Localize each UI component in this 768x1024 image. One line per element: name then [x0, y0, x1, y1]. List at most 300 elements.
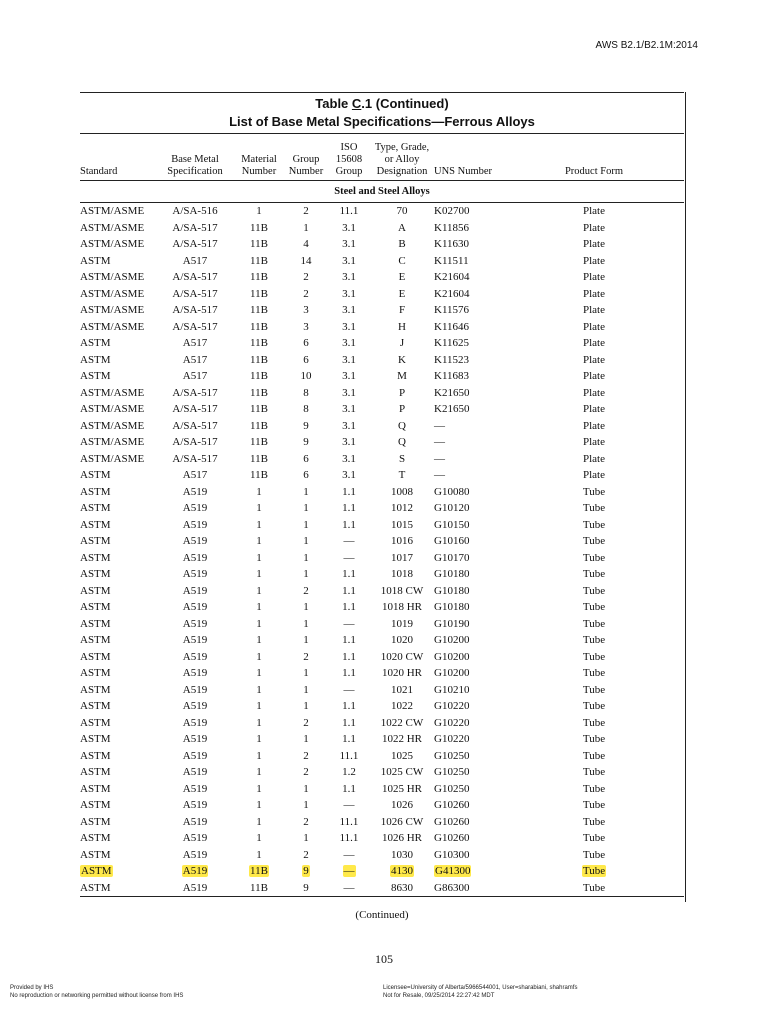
- cell-material-number: [234, 830, 284, 847]
- cell-material-number: [234, 451, 284, 468]
- cell-text: —: [434, 436, 445, 449]
- cell-text: 1025 HR: [381, 782, 423, 795]
- cell-standard: [80, 286, 156, 303]
- table-row: [80, 434, 684, 451]
- cell-spec: [156, 352, 234, 369]
- cell-text: 1: [303, 634, 309, 647]
- cell-text: 1: [256, 650, 262, 663]
- cell-text: 6: [303, 469, 309, 482]
- cell-spec: [156, 500, 234, 517]
- cell-text: G10180: [434, 584, 470, 597]
- cell-material-number: [234, 599, 284, 616]
- cell-text: Plate: [583, 436, 605, 449]
- cell-iso-group: [328, 451, 370, 468]
- cell-spec: [156, 434, 234, 451]
- cell-text: 9: [303, 419, 309, 432]
- cell-spec: [156, 797, 234, 814]
- cell-text: ASTM/ASME: [80, 271, 145, 284]
- cell-spec: [156, 385, 234, 402]
- cell-material-number: [234, 286, 284, 303]
- cell-standard: [80, 583, 156, 600]
- cell-text: 1.1: [342, 733, 356, 746]
- cell-text: 1018 HR: [381, 601, 423, 614]
- cell-designation: [370, 401, 434, 418]
- cell-text: A/SA-517: [172, 436, 218, 449]
- cell-text: Plate: [583, 353, 605, 366]
- cell-standard: [80, 698, 156, 715]
- cell-standard: [80, 682, 156, 699]
- cell-text: A519: [182, 518, 208, 531]
- cell-product-form: [504, 550, 684, 567]
- cell-text: Tube: [582, 584, 606, 597]
- cell-text: ASTM: [80, 337, 111, 350]
- cell-designation: [370, 484, 434, 501]
- cell-text: 2: [303, 749, 309, 762]
- cell-text: G10170: [434, 551, 470, 564]
- table-row: [80, 335, 684, 352]
- cell-text: 70: [396, 205, 408, 218]
- cell-text: 1: [303, 799, 309, 812]
- cell-product-form: [504, 599, 684, 616]
- cell-material-number: [234, 467, 284, 484]
- cell-text: —: [343, 551, 355, 564]
- cell-material-number: [234, 797, 284, 814]
- cell-spec: [156, 368, 234, 385]
- table-row: [80, 401, 684, 418]
- table-row: [80, 880, 684, 897]
- cell-designation: [370, 682, 434, 699]
- cell-text: G10250: [434, 766, 470, 779]
- cell-text: A: [398, 221, 406, 234]
- cell-text: G10210: [434, 683, 470, 696]
- cell-designation: [370, 533, 434, 550]
- cell-text: 1022: [391, 700, 413, 713]
- cell-spec: [156, 286, 234, 303]
- cell-designation: [370, 302, 434, 319]
- cell-uns-number: [434, 418, 504, 435]
- cell-text: 11B: [250, 353, 268, 366]
- cell-text: ASTM: [80, 568, 111, 581]
- cell-group-number: [284, 880, 328, 897]
- cell-iso-group: [328, 286, 370, 303]
- cell-text: 11.1: [339, 815, 359, 828]
- cell-text: 1.1: [342, 485, 356, 498]
- cell-iso-group: [328, 236, 370, 253]
- cell-text: G10250: [434, 749, 470, 762]
- cell-text: 14: [300, 254, 312, 267]
- cell-designation: [370, 715, 434, 732]
- cell-material-number: [234, 863, 284, 880]
- cell-designation: [370, 236, 434, 253]
- cell-iso-group: [328, 253, 370, 270]
- cell-text: ASTM: [80, 518, 111, 531]
- cell-uns-number: [434, 253, 504, 270]
- cell-text: ASTM: [80, 799, 111, 812]
- cell-iso-group: [328, 550, 370, 567]
- cell-text: 1: [303, 568, 309, 581]
- cell-text: A519: [182, 848, 208, 861]
- cell-spec: [156, 715, 234, 732]
- cell-uns-number: [434, 781, 504, 798]
- table-row: [80, 286, 684, 303]
- cell-designation: [370, 352, 434, 369]
- cell-text: K02700: [434, 205, 470, 218]
- cell-text: Plate: [583, 304, 605, 317]
- cell-standard: [80, 550, 156, 567]
- cell-text: 3.1: [342, 221, 356, 234]
- cell-text: Q: [398, 419, 406, 432]
- cell-text: 11B: [250, 304, 268, 317]
- cell-text: Tube: [582, 700, 606, 713]
- cell-text: A517: [182, 337, 208, 350]
- cell-text: K11646: [434, 320, 470, 333]
- cell-standard: [80, 385, 156, 402]
- cell-material-number: [234, 715, 284, 732]
- document-id: AWS B2.1/B2.1M:2014: [595, 40, 698, 51]
- cell-text: 1020: [391, 634, 413, 647]
- cell-uns-number: [434, 566, 504, 583]
- cell-group-number: [284, 467, 328, 484]
- table-row: [80, 764, 684, 781]
- cell-text: 1.1: [342, 782, 356, 795]
- cell-uns-number: [434, 335, 504, 352]
- cell-text: 11B: [250, 386, 268, 399]
- cell-text: 1.1: [342, 700, 356, 713]
- col-header-designation: Type, Grade, or Alloy Designation: [370, 138, 434, 181]
- cell-standard: [80, 533, 156, 550]
- table-row: [80, 550, 684, 567]
- table-row: [80, 352, 684, 369]
- cell-standard: [80, 434, 156, 451]
- table-title: [80, 96, 684, 111]
- cell-product-form: [504, 781, 684, 798]
- cell-text: G10300: [434, 848, 470, 861]
- cell-spec: [156, 517, 234, 534]
- table-row: [80, 781, 684, 798]
- cell-text: G10120: [434, 502, 470, 515]
- cell-designation: [370, 616, 434, 633]
- cell-text: 11B: [250, 238, 268, 251]
- cell-text: P: [398, 403, 406, 416]
- cell-text: A517: [182, 254, 208, 267]
- table-row: [80, 566, 684, 583]
- cell-text: Tube: [582, 535, 606, 548]
- cell-text: 3: [303, 304, 309, 317]
- cell-text: ASTM: [80, 254, 111, 267]
- cell-text: 2: [303, 716, 309, 729]
- cell-spec: [156, 814, 234, 831]
- cell-uns-number: [434, 715, 504, 732]
- cell-iso-group: [328, 368, 370, 385]
- cell-text: 6: [303, 337, 309, 350]
- cell-text: 11B: [250, 320, 268, 333]
- cell-text: 1.1: [342, 568, 356, 581]
- cell-product-form: [504, 352, 684, 369]
- cell-text: 1: [256, 667, 262, 680]
- cell-material-number: [234, 583, 284, 600]
- cell-text: A519: [182, 766, 208, 779]
- cell-iso-group: [328, 335, 370, 352]
- cell-material-number: [234, 335, 284, 352]
- cell-text: 3: [303, 320, 309, 333]
- cell-uns-number: [434, 847, 504, 864]
- cell-text: 1008: [391, 485, 413, 498]
- cell-text: 1.2: [342, 766, 356, 779]
- cell-text: 1: [256, 815, 262, 828]
- cell-text: 1.1: [342, 634, 356, 647]
- cell-iso-group: [328, 682, 370, 699]
- cell-text: ASTM/ASME: [80, 436, 145, 449]
- cell-designation: [370, 880, 434, 897]
- cell-text: ASTM/ASME: [80, 238, 145, 251]
- cell-spec: [156, 616, 234, 633]
- cell-text: 3.1: [342, 469, 356, 482]
- cell-text: K11625: [434, 337, 470, 350]
- cell-text: 6: [303, 452, 309, 465]
- cell-group-number: [284, 418, 328, 435]
- cell-product-form: [504, 797, 684, 814]
- cell-standard: [80, 830, 156, 847]
- cell-text: ASTM: [80, 650, 111, 663]
- cell-uns-number: [434, 467, 504, 484]
- cell-designation: [370, 847, 434, 864]
- cell-product-form: [504, 649, 684, 666]
- cell-text: 2: [303, 766, 309, 779]
- cell-text: 1: [303, 535, 309, 548]
- cell-text: ASTM: [80, 848, 111, 861]
- cell-text: Q: [398, 436, 406, 449]
- cell-text: —: [434, 452, 445, 465]
- cell-text: ASTM/ASME: [80, 452, 145, 465]
- cell-text: 1015: [391, 518, 413, 531]
- table-row: [80, 599, 684, 616]
- cell-iso-group: [328, 698, 370, 715]
- cell-material-number: [234, 236, 284, 253]
- cell-text: —: [343, 799, 355, 812]
- cell-product-form: [504, 269, 684, 286]
- cell-text: 1: [256, 568, 262, 581]
- cell-material-number: [234, 566, 284, 583]
- cell-text: 2: [303, 271, 309, 284]
- cell-material-number: [234, 781, 284, 798]
- col-header-standard: Standard: [80, 138, 156, 181]
- cell-designation: [370, 253, 434, 270]
- cell-text: 3.1: [342, 386, 356, 399]
- cell-text: 1: [256, 716, 262, 729]
- cell-text: 1: [303, 667, 309, 680]
- title-letter: C: [351, 96, 362, 111]
- cell-product-form: [504, 368, 684, 385]
- cell-text: Tube: [582, 716, 606, 729]
- section-heading: Steel and Steel Alloys: [80, 181, 684, 203]
- cell-text: A/SA-517: [172, 403, 218, 416]
- table-row: [80, 715, 684, 732]
- cell-uns-number: [434, 880, 504, 897]
- cell-group-number: [284, 682, 328, 699]
- cell-uns-number: [434, 649, 504, 666]
- cell-designation: [370, 748, 434, 765]
- cell-text: A/SA-517: [172, 221, 218, 234]
- cell-text: C: [398, 254, 406, 267]
- section-row: [80, 181, 684, 203]
- cell-text: 1: [256, 683, 262, 696]
- table-row: [80, 203, 684, 220]
- cell-standard: [80, 715, 156, 732]
- cell-text: 1018 CW: [380, 584, 424, 597]
- cell-spec: [156, 451, 234, 468]
- footer-right-line1: Licensee=University of Alberta/5966544001, User=sharabiani, shahramfs: [383, 985, 578, 991]
- cell-text: 1.1: [342, 584, 356, 597]
- cell-uns-number: [434, 484, 504, 501]
- cell-text: A519: [182, 799, 208, 812]
- cell-text: 1026 HR: [381, 832, 423, 845]
- cell-product-form: [504, 236, 684, 253]
- cell-text: Tube: [582, 782, 606, 795]
- cell-material-number: [234, 880, 284, 897]
- cell-product-form: [504, 748, 684, 765]
- cell-standard: [80, 352, 156, 369]
- cell-uns-number: [434, 665, 504, 682]
- cell-text: A519: [182, 617, 208, 630]
- cell-text: G10160: [434, 535, 470, 548]
- cell-text: ASTM: [80, 502, 111, 515]
- cell-text: 1: [303, 733, 309, 746]
- cell-iso-group: [328, 781, 370, 798]
- cell-text: —: [434, 469, 445, 482]
- cell-text: 1: [303, 832, 309, 845]
- cell-text: ASTM: [80, 353, 111, 366]
- cell-text: ASTM: [80, 683, 111, 696]
- cell-uns-number: [434, 814, 504, 831]
- cell-text: 1016: [391, 535, 413, 548]
- cell-text: F: [398, 304, 406, 317]
- cell-designation: [370, 797, 434, 814]
- cell-product-form: [504, 566, 684, 583]
- cell-iso-group: [328, 319, 370, 336]
- cell-text: A517: [182, 353, 208, 366]
- cell-group-number: [284, 649, 328, 666]
- cell-text: G10220: [434, 716, 470, 729]
- table-row: [80, 467, 684, 484]
- cell-material-number: [234, 616, 284, 633]
- cell-iso-group: [328, 566, 370, 583]
- cell-material-number: [234, 319, 284, 336]
- cell-text: 2: [303, 848, 309, 861]
- footer-right-line2: Not for Resale, 09/25/2014 22:27:42 MDT: [383, 993, 495, 999]
- cell-text: Tube: [582, 881, 606, 894]
- cell-text: 3.1: [342, 320, 356, 333]
- cell-text: A519: [182, 650, 208, 663]
- cell-text: 8630: [391, 881, 413, 894]
- table-row: [80, 220, 684, 237]
- cell-spec: [156, 467, 234, 484]
- cell-designation: [370, 649, 434, 666]
- cell-text: Tube: [582, 502, 606, 515]
- cell-standard: [80, 401, 156, 418]
- cell-text: ASTM: [80, 535, 111, 548]
- cell-product-form: [504, 682, 684, 699]
- cell-spec: [156, 401, 234, 418]
- cell-iso-group: [328, 847, 370, 864]
- cell-designation: [370, 319, 434, 336]
- cell-spec: [156, 533, 234, 550]
- cell-designation: [370, 566, 434, 583]
- cell-product-form: [504, 286, 684, 303]
- table-row: [80, 533, 684, 550]
- cell-text: 1.1: [342, 601, 356, 614]
- cell-text: 1030: [391, 848, 413, 861]
- table-row: [80, 253, 684, 270]
- cell-text: 3.1: [342, 271, 356, 284]
- cell-text: ASTM: [80, 617, 111, 630]
- footer-left-line2: No reproduction or networking permitted without license from IHS: [10, 993, 184, 999]
- cell-text: 1: [303, 518, 309, 531]
- table-row: [80, 814, 684, 831]
- cell-standard: [80, 649, 156, 666]
- cell-iso-group: [328, 632, 370, 649]
- cell-text: H: [398, 320, 406, 333]
- cell-iso-group: [328, 467, 370, 484]
- cell-material-number: [234, 269, 284, 286]
- cell-text: 1: [256, 700, 262, 713]
- cell-uns-number: [434, 863, 504, 880]
- cell-text: 1022 CW: [380, 716, 424, 729]
- cell-text: 1: [303, 617, 309, 630]
- cell-iso-group: [328, 203, 370, 220]
- cell-uns-number: [434, 368, 504, 385]
- cell-standard: [80, 847, 156, 864]
- cell-text: A519: [182, 535, 208, 548]
- cell-designation: [370, 434, 434, 451]
- cell-text: A/SA-517: [172, 304, 218, 317]
- cell-text: 2: [303, 584, 309, 597]
- cell-uns-number: [434, 401, 504, 418]
- continued-note: (Continued): [355, 909, 409, 921]
- cell-text: 1: [256, 601, 262, 614]
- cell-spec: [156, 764, 234, 781]
- col-header-uns-number: UNS Number: [434, 138, 504, 181]
- cell-text: 11B: [250, 469, 268, 482]
- cell-text: 1012: [391, 502, 413, 515]
- cell-uns-number: [434, 236, 504, 253]
- table-row: [80, 649, 684, 666]
- cell-text: 1.1: [342, 502, 356, 515]
- cell-text: 11B: [250, 452, 268, 465]
- cell-text: A519: [182, 502, 208, 515]
- cell-iso-group: [328, 731, 370, 748]
- cell-iso-group: [328, 616, 370, 633]
- cell-group-number: [284, 451, 328, 468]
- cell-text: A519: [182, 601, 208, 614]
- cell-text: —: [343, 683, 355, 696]
- cell-text: Tube: [582, 617, 606, 630]
- right-margin-rule: [685, 92, 686, 902]
- cell-text: 1020 CW: [380, 650, 424, 663]
- cell-text: 2: [303, 650, 309, 663]
- cell-product-form: [504, 484, 684, 501]
- cell-designation: [370, 698, 434, 715]
- cell-product-form: [504, 401, 684, 418]
- cell-iso-group: [328, 863, 370, 880]
- cell-material-number: [234, 203, 284, 220]
- cell-text: 6: [303, 353, 309, 366]
- cell-text: G10190: [434, 617, 470, 630]
- cell-text: K21650: [434, 386, 470, 399]
- table-row: [80, 583, 684, 600]
- cell-uns-number: [434, 632, 504, 649]
- cell-text: Plate: [583, 419, 605, 432]
- cell-standard: [80, 731, 156, 748]
